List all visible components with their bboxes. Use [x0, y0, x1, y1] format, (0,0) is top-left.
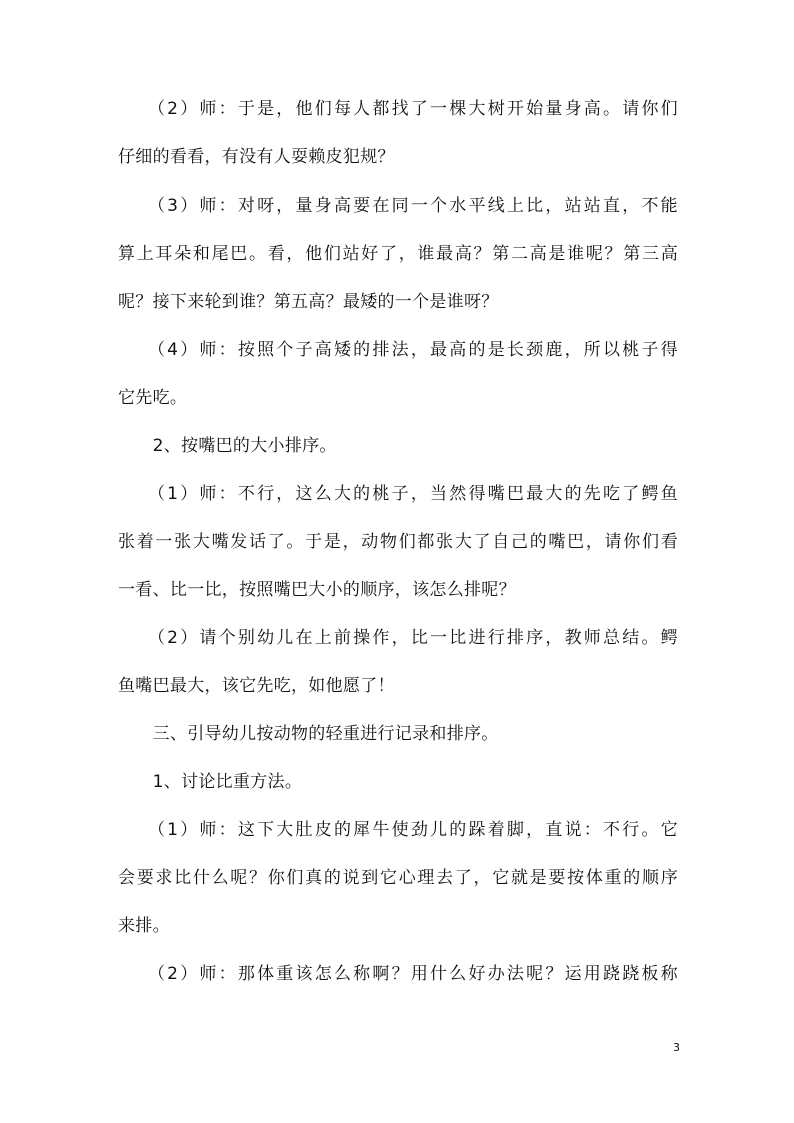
- subheading-weight-method: 1、讨论比重方法。: [118, 772, 303, 792]
- text-line-11: 一看、比一比，按照嘴巴大小的顺序，该怎么排呢？: [118, 580, 516, 600]
- page-number: 3: [673, 1041, 680, 1054]
- text-line-1: （2）师：于是，他们每人都找了一棵大树开始量身高。请你们: [118, 99, 678, 119]
- text-line-10: 张着一张大嘴发话了。于是，动物们都张大了自己的嘴巴，请你们看: [118, 532, 678, 552]
- text-line-12: （2）请个别幼儿在上前操作，比一比进行排序，教师总结。鳄: [118, 628, 678, 648]
- text-line-5: 呢？接下来轮到谁？第五高？最矮的一个是谁呀？: [118, 292, 499, 312]
- text-line-7: 它先吃。: [118, 388, 188, 408]
- text-line-19: （2）师：那体重该怎么称啊？用什么好办法呢？运用跷跷板称: [118, 964, 678, 984]
- section-heading-mouth-size: 2、按嘴巴的大小排序。: [118, 436, 337, 456]
- text-line-13: 鱼嘴巴最大，该它先吃，如他愿了！: [118, 676, 395, 696]
- text-line-3: （3）师：对呀，量身高要在同一个水平线上比，站站直，不能: [118, 196, 678, 216]
- text-line-2: 仔细的看看，有没有人耍赖皮犯规？: [118, 147, 395, 167]
- text-line-18: 来排。: [118, 916, 170, 936]
- text-line-17: 会要求比什么呢？你们真的说到它心理去了，它就是要按体重的顺序: [118, 868, 678, 888]
- section-heading-weight: 三、引导幼儿按动物的轻重进行记录和排序。: [118, 724, 499, 744]
- text-line-4: 算上耳朵和尾巴。看，他们站好了，谁最高？第二高是谁呢？第三高: [118, 244, 678, 264]
- text-line-16: （1）师：这下大肚皮的犀牛使劲儿的跺着脚，直说：不行。它: [118, 820, 678, 840]
- text-line-9: （1）师：不行，这么大的桃子，当然得嘴巴最大的先吃了鳄鱼: [118, 484, 678, 504]
- text-line-6: （4）师：按照个子高矮的排法，最高的是长颈鹿，所以桃子得: [118, 340, 678, 360]
